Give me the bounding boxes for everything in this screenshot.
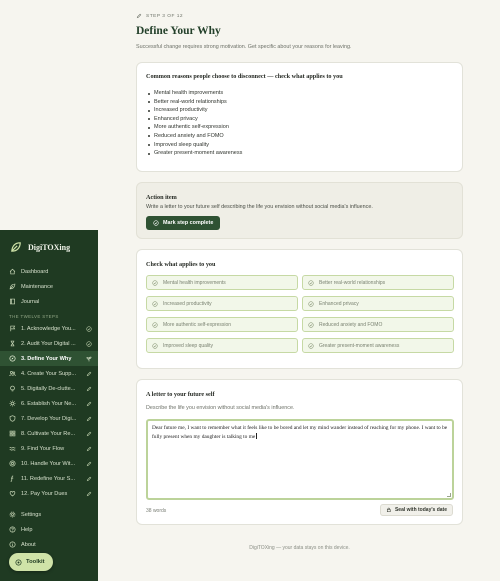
people-icon [9, 370, 16, 377]
list-item: More authentic self-expression [146, 123, 242, 132]
sidebar-step-label: 8. Cultivate Your Re... [21, 430, 76, 437]
reasons-list [146, 89, 242, 158]
sidebar-step-2[interactable] [0, 336, 98, 351]
resize-handle[interactable] [447, 493, 451, 497]
wave-icon [9, 445, 16, 452]
pencil-icon [136, 13, 142, 19]
sidebar-step-label: 1. Acknowledge You... [21, 325, 76, 332]
checklist-option-label: Improved sleep quality [163, 342, 214, 349]
check-circle-icon [152, 343, 158, 349]
sidebar-step-11[interactable] [0, 471, 98, 486]
brand[interactable] [0, 230, 98, 262]
checklist-option-label: Better real-world relationships [319, 279, 386, 286]
check-circle-icon [308, 343, 314, 349]
checklist-option-label: Enhanced privacy [319, 300, 359, 307]
list-item: Better real-world relationships [146, 98, 242, 107]
mark-step-complete-label: Mark step complete [163, 220, 214, 226]
footer-note: DigiTOXing — your data stays on this device. [249, 545, 350, 551]
step-label: STEP 3 OF 12 [146, 13, 184, 19]
checklist-option-self-expression[interactable] [146, 317, 298, 332]
list-item: Mental health improvements [146, 89, 242, 98]
leaf-logo-icon [10, 241, 22, 253]
sidebar-step-3[interactable] [0, 351, 98, 366]
word-count: 38 words [146, 508, 167, 514]
checklist-option-anxiety[interactable] [302, 317, 454, 332]
heart-icon [9, 490, 16, 497]
sidebar-item-maintenance[interactable] [0, 279, 98, 294]
check-icon [153, 220, 159, 226]
sidebar [0, 230, 98, 581]
sidebar-step-label: 2. Audit Your Digital ... [21, 340, 76, 347]
leaf-icon [9, 283, 16, 290]
step-indicator [136, 13, 183, 19]
checklist-option-label: Reduced anxiety and FOMO [319, 321, 383, 328]
check-circle-icon [308, 301, 314, 307]
list-item: Greater present-moment awareness [146, 149, 242, 158]
text-caret [256, 433, 257, 439]
home-icon [9, 268, 16, 275]
brand-name: DigiTOXing [28, 242, 71, 252]
sidebar-item-label: Journal [21, 298, 40, 305]
sidebar-step-4[interactable] [0, 366, 98, 381]
checklist-option-label: Mental health improvements [163, 279, 226, 286]
pencil-icon [86, 371, 92, 377]
pencil-icon [86, 476, 92, 482]
checklist-option-label: More authentic self-expression [163, 321, 232, 328]
function-icon [9, 475, 16, 482]
sidebar-step-9[interactable] [0, 441, 98, 456]
sidebar-step-label: 9. Find Your Flow [21, 445, 65, 452]
letter-textarea[interactable] [146, 419, 454, 500]
check-circle-icon [152, 301, 158, 307]
check-circle-icon [308, 280, 314, 286]
checklist-option-productivity[interactable] [146, 296, 298, 311]
sidebar-step-label: 12. Pay Your Dues [21, 490, 68, 497]
sidebar-item-help[interactable] [0, 522, 98, 537]
sidebar-step-label: 11. Redefine Your S... [21, 475, 76, 482]
reasons-card [136, 62, 463, 172]
action-item-card [136, 182, 463, 239]
seal-with-date-button[interactable] [380, 504, 453, 516]
gear-icon [9, 511, 16, 518]
check-icon [86, 341, 92, 347]
shield-icon [9, 415, 16, 422]
checklist-option-relationships[interactable] [302, 275, 454, 290]
pencil-icon [86, 416, 92, 422]
sidebar-step-1[interactable] [0, 321, 98, 336]
sidebar-item-label: Maintenance [21, 283, 54, 290]
target-icon [9, 460, 16, 467]
toolkit-button[interactable] [9, 553, 53, 571]
letter-text: Dear future me, I want to remember what it feels like to be bored and let my mind wander instead of reaching for my phone. I want to be fully present when my daughter is talking to me [152, 425, 448, 440]
letter-card [136, 379, 463, 525]
steps-section-label: THE TWELVE STEPS [9, 314, 59, 319]
list-item: Enhanced privacy [146, 115, 242, 124]
pencil-icon [86, 431, 92, 437]
info-icon [9, 541, 16, 548]
checklist-option-label: Greater present-moment awareness [319, 342, 400, 349]
help-icon [9, 526, 16, 533]
page-title: Define Your Why [136, 25, 221, 37]
pencil-icon [86, 446, 92, 452]
sprout-icon [86, 356, 92, 362]
seal-button-label: Seal with today's date [394, 507, 447, 513]
check-circle-icon [308, 322, 314, 328]
flag-icon [9, 325, 16, 332]
checklist-option-label: Increased productivity [163, 300, 212, 307]
checklist-option-sleep[interactable] [146, 338, 298, 353]
grid-icon [9, 430, 16, 437]
check-circle-icon [152, 322, 158, 328]
pencil-icon [86, 386, 92, 392]
toolkit-icon [15, 559, 22, 566]
letter-card-description: Describe the life you envision without social media's influence. [146, 405, 295, 411]
reasons-card-title: Common reasons people choose to disconnect — check what applies to you [146, 73, 343, 80]
hourglass-icon [9, 340, 16, 347]
letter-card-title: A letter to your future self [146, 391, 215, 398]
pencil-icon [86, 461, 92, 467]
mark-step-complete-button[interactable] [146, 216, 220, 230]
list-item: Improved sleep quality [146, 141, 242, 150]
toolkit-label: Toolkit [26, 559, 45, 565]
checklist-option-awareness[interactable] [302, 338, 454, 353]
sidebar-item-label: About [21, 541, 36, 548]
lock-icon [386, 507, 392, 513]
check-icon [86, 326, 92, 332]
bulb-icon [9, 385, 16, 392]
sidebar-item-journal[interactable] [0, 294, 98, 309]
list-item: Increased productivity [146, 106, 242, 115]
pencil-icon [86, 491, 92, 497]
list-item: Reduced anxiety and FOMO [146, 132, 242, 141]
sidebar-step-8[interactable] [0, 426, 98, 441]
sidebar-item-label: Help [21, 526, 33, 533]
sidebar-step-label: 5. Digitally De-clutte... [21, 385, 76, 392]
action-item-description: Write a letter to your future self describing the life you envision without social media's influence. [146, 204, 373, 210]
sidebar-item-about[interactable] [0, 537, 98, 552]
page-subtitle: Successful change requires strong motivation. Get specific about your reasons for leaving. [136, 44, 352, 50]
sidebar-step-label: 4. Create Your Supp... [21, 370, 77, 377]
compass-icon [9, 355, 16, 362]
sidebar-step-label: 6. Establish Your Ne... [21, 400, 77, 407]
checklist-option-privacy[interactable] [302, 296, 454, 311]
sun-icon [9, 400, 16, 407]
sidebar-item-label: Settings [21, 511, 42, 518]
book-icon [9, 298, 16, 305]
checklist-card-title: Check what applies to you [146, 261, 216, 268]
pencil-icon [86, 401, 92, 407]
check-circle-icon [152, 280, 158, 286]
checklist-option-mental-health[interactable] [146, 275, 298, 290]
sidebar-step-5[interactable] [0, 381, 98, 396]
sidebar-step-12[interactable] [0, 486, 98, 501]
action-item-title: Action item [146, 194, 177, 201]
sidebar-item-label: Dashboard [21, 268, 49, 275]
sidebar-item-dashboard[interactable] [0, 264, 98, 279]
sidebar-item-settings[interactable] [0, 507, 98, 522]
checklist-card [136, 249, 463, 369]
sidebar-step-7[interactable] [0, 411, 98, 426]
sidebar-step-label: 10. Handle Your Wit... [21, 460, 76, 467]
sidebar-step-label: 3. Define Your Why [21, 355, 72, 362]
sidebar-step-6[interactable] [0, 396, 98, 411]
sidebar-step-label: 7. Develop Your Digi... [21, 415, 77, 422]
sidebar-step-10[interactable] [0, 456, 98, 471]
